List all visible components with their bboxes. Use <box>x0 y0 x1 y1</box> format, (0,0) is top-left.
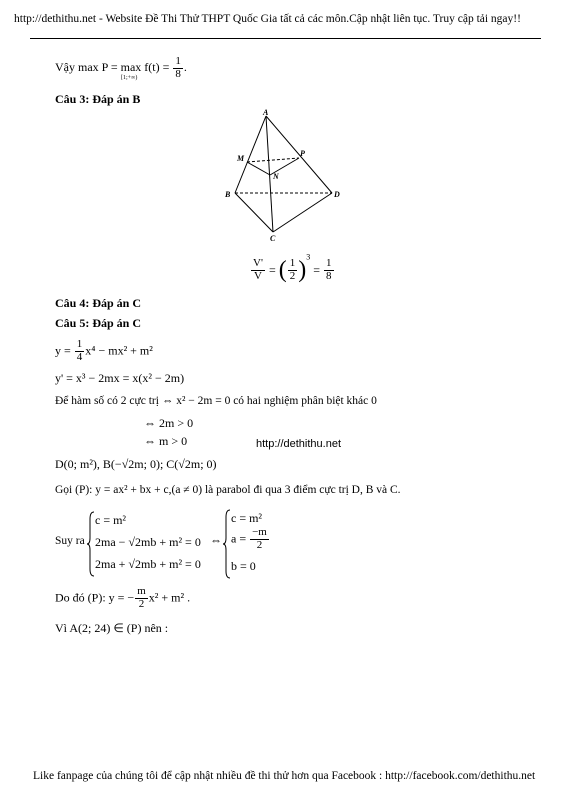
parabola-rhs: x² + m² . <box>148 590 191 605</box>
right-row-b: b = 0 <box>231 559 256 573</box>
equivalence-arrow: ⇔ <box>210 533 222 547</box>
a-denominator: 2 <box>256 538 263 551</box>
max-expression: Vậy max P = max f(t) = <box>55 59 170 74</box>
watermark-link[interactable]: http://dethithu.net <box>256 438 342 450</box>
half-numerator: 1 <box>289 257 296 270</box>
parabola-lhs: Do đó (P): y = − <box>55 590 135 605</box>
vertex-label-B: B <box>225 190 231 199</box>
quarter-denominator: 4 <box>76 350 83 363</box>
result-numerator: 1 <box>326 257 332 270</box>
m-numerator: m <box>137 585 146 597</box>
volume-ratio-equation: $\frac{V'}{V}$ = ( $\frac{1}{2}$ )$^3$ = $\frac{1}{8}$ <box>253 252 332 283</box>
a-numerator: −m <box>252 526 267 538</box>
parabola-definition-line: Gọi (P): y = ax² + bx + c,(a ≠ 0) là parabol đi qua 3 điểm cực trị D, B và C. <box>55 484 401 496</box>
right-brace <box>223 509 231 579</box>
condition-step-1: ⇔ 2m > 0 <box>144 416 194 430</box>
quarter-fraction <box>75 339 85 363</box>
left-row-2: 2ma − √2mb + m² = 0 <box>95 535 201 549</box>
m-denominator: 2 <box>138 597 145 610</box>
header-divider <box>30 38 541 39</box>
derivative-equation: y' = x³ − 2mx = x(x² − 2m) <box>55 371 185 385</box>
segment-MN <box>247 162 270 175</box>
vertex-label-P: P <box>300 149 305 158</box>
vertex-label-N: N <box>273 172 279 181</box>
result-fraction <box>324 258 334 282</box>
segment-MP <box>247 158 299 162</box>
left-row-1: c = m² <box>95 513 127 527</box>
half-denominator: 2 <box>289 270 296 282</box>
vertex-label-C: C <box>270 234 276 243</box>
a-equals: a = <box>231 531 247 546</box>
volume-ratio-fraction <box>251 258 265 282</box>
right-system-rows <box>231 509 270 575</box>
ratio-numerator: V' <box>253 257 263 270</box>
parabola-result <box>55 586 190 610</box>
max-value-fraction <box>173 56 183 80</box>
extrema-points: D(0; m²), B(−√2m; 0); C(√2m; 0) <box>55 457 217 471</box>
half-fraction <box>288 258 298 282</box>
edge-DC <box>273 193 332 232</box>
right-row-a <box>231 527 270 557</box>
conclusion-max-line <box>55 56 187 80</box>
page-footer: Like fanpage của chúng tôi để cập nhật nhiều đề thi thử hơn qua Facebook : http://facebook.com/dethithu.net <box>33 770 536 782</box>
vertex-label-M: M <box>237 154 245 163</box>
edge-BC <box>235 193 273 232</box>
edge-AD <box>266 116 332 193</box>
function-equation <box>55 339 153 363</box>
condition-step-2: ⇔ m > 0 <box>144 434 188 448</box>
fraction-denominator: 8 <box>175 67 181 80</box>
left-row-3: 2ma + √2mb + m² = 0 <box>95 557 201 571</box>
question-5-answer: Câu 5: Đáp án C <box>55 316 142 330</box>
m-half-fraction <box>135 586 148 610</box>
function-lhs: y = <box>55 343 71 358</box>
max-domain-subscript: [1;+∞) <box>121 74 138 81</box>
result-denominator: 8 <box>326 270 332 282</box>
question-4-answer: Câu 4: Đáp án C <box>55 296 142 310</box>
implies-label: Suy ra <box>55 535 85 547</box>
extrema-condition-line: Để hàm số có 2 cực trị ⇔ x² − 2m = 0 có hai nghiệm phân biệt khác 0 <box>55 395 377 407</box>
left-system-rows <box>95 509 201 575</box>
page-header: http://dethithu.net - Website Đề Thi Thử THPT Quốc Gia tất cả các môn.Cập nhật liên tục. Truy cập tải ngay!! <box>14 13 521 25</box>
point-A-condition: Vì A(2; 24) ∈ (P) nên : <box>55 621 169 635</box>
left-brace <box>87 511 95 577</box>
period: . <box>183 59 187 74</box>
right-row-c: c = m² <box>231 511 263 525</box>
tetrahedron-figure <box>220 108 350 248</box>
question-3-answer: Câu 3: Đáp án B <box>55 92 141 106</box>
vertex-label-D: D <box>334 190 340 199</box>
cube-exponent: 3 <box>306 252 311 262</box>
ratio-denominator: V <box>253 270 262 282</box>
a-fraction <box>250 527 269 551</box>
vertex-label-A: A <box>263 108 269 117</box>
fraction-numerator: 1 <box>175 55 181 67</box>
function-rhs: x⁴ − mx² + m² <box>85 343 153 358</box>
quarter-numerator: 1 <box>76 338 83 350</box>
